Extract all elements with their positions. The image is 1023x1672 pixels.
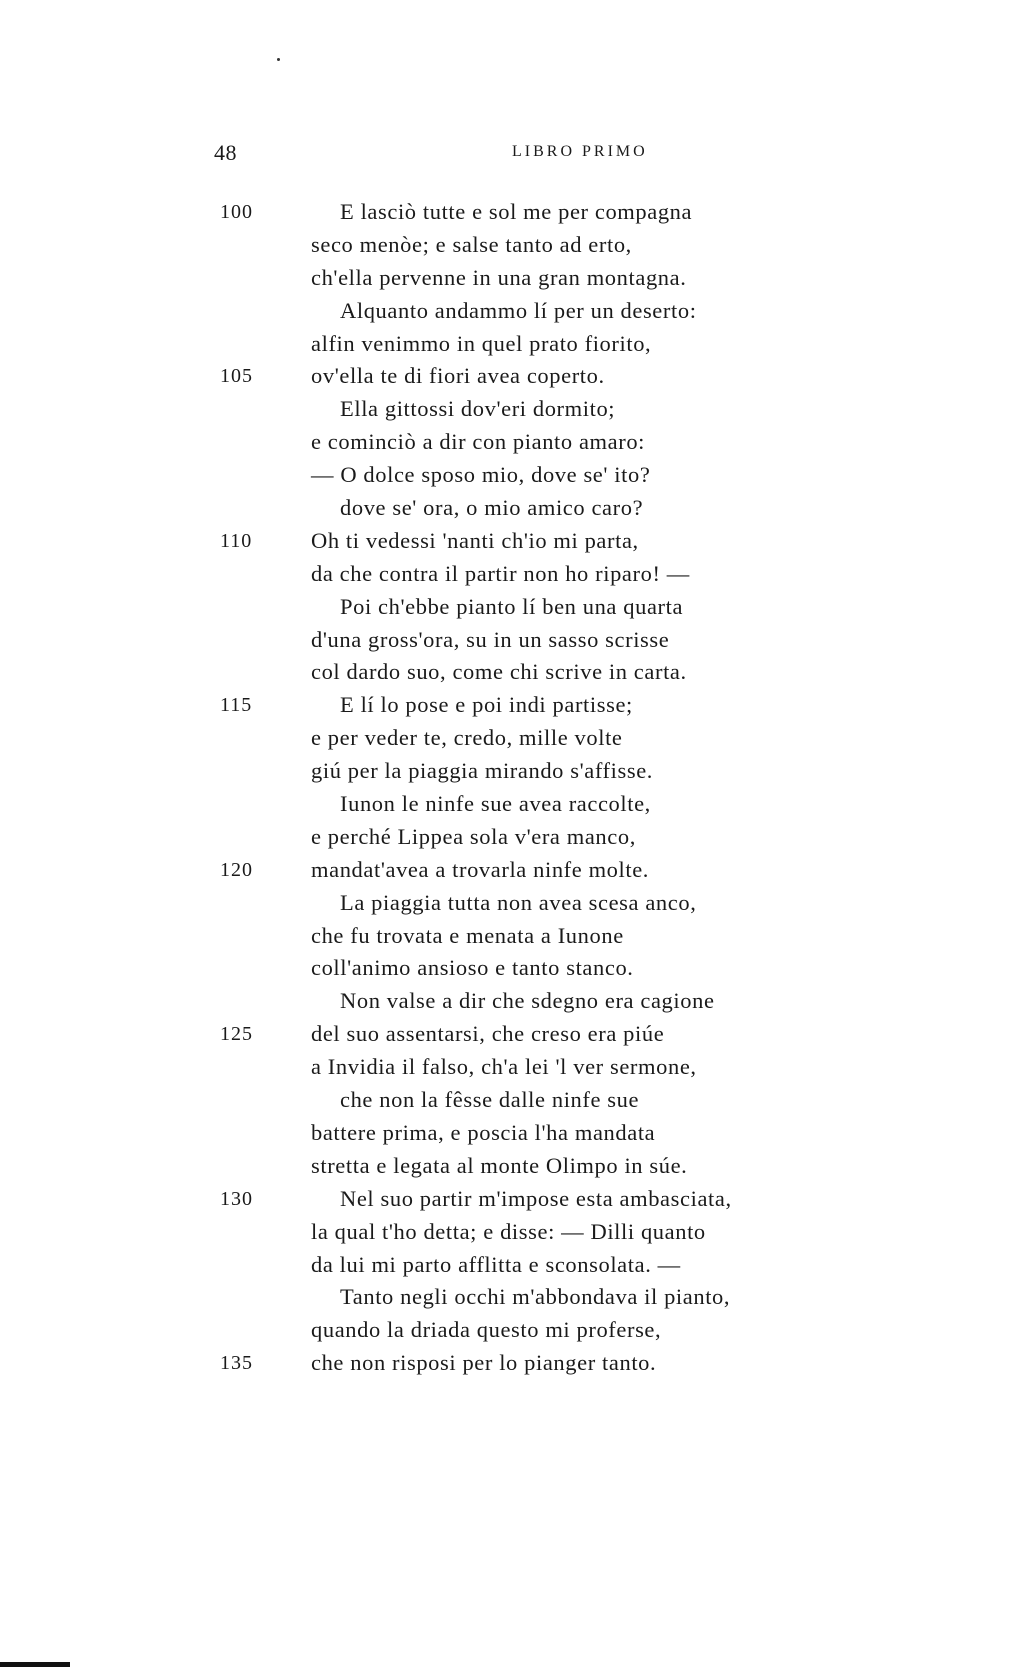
verse-line xyxy=(0,722,1023,755)
verse-text: quando la driada questo mi proferse, xyxy=(311,1317,662,1343)
verse-line xyxy=(0,459,1023,492)
verse-line xyxy=(0,1183,1023,1216)
verse-line xyxy=(0,360,1023,393)
line-number: 100 xyxy=(220,201,253,223)
line-number: 105 xyxy=(220,365,253,388)
verse-text: Iunon le ninfe sue avea raccolte, xyxy=(340,791,651,817)
verse-text: che non la fêsse dalle ninfe sue xyxy=(340,1087,640,1113)
verse-text: che fu trovata e menata a Iunone xyxy=(311,922,624,948)
verse-text: Non valse a dir che sdegno era cagione xyxy=(340,988,715,1014)
verse-line xyxy=(0,1084,1023,1117)
verse-text: col dardo suo, come chi scrive in carta. xyxy=(311,659,687,685)
verse-line xyxy=(0,1117,1023,1150)
verse-text: giú per la piaggia mirando s'affisse. xyxy=(311,758,654,784)
verse-text: e perché Lippea sola v'era manco, xyxy=(311,823,636,849)
verse-text: d'una gross'ora, su in un sasso scrisse xyxy=(311,626,670,652)
verse-line xyxy=(0,1216,1023,1249)
verse-line xyxy=(0,755,1023,788)
verse-text: dove se' ora, o mio amico caro? xyxy=(340,495,644,521)
verse-text: da lui mi parto afflitta e sconsolata. — xyxy=(311,1251,681,1277)
verse-text: stretta e legata al monte Olimpo in súe. xyxy=(311,1152,688,1178)
verse-line xyxy=(0,920,1023,953)
line-number: 135 xyxy=(220,1352,253,1375)
verse-line xyxy=(0,624,1023,657)
verse-text: Nel suo partir m'impose esta ambasciata, xyxy=(340,1185,732,1211)
verse-line xyxy=(0,393,1023,426)
line-number: 115 xyxy=(220,694,253,717)
verse-text: alfin venimmo in quel prato fiorito, xyxy=(311,330,652,356)
verse-text: e cominciò a dir con pianto amaro: xyxy=(311,429,646,455)
verse-line xyxy=(0,492,1023,525)
verse-line xyxy=(0,689,1023,722)
verse-text: Ella gittossi dov'eri dormito; xyxy=(340,396,616,422)
verse-text: — O dolce sposo mio, dove se' ito? xyxy=(311,462,651,488)
verse-line xyxy=(0,591,1023,624)
verse-text: la qual t'ho detta; e disse: — Dilli quanto xyxy=(311,1218,706,1244)
verse-text: coll'animo ansioso e tanto stanco. xyxy=(311,955,634,981)
verse-text: seco menòe; e salse tanto ad erto, xyxy=(311,231,632,257)
verse-text: ov'ella te di fiori avea coperto. xyxy=(311,363,605,389)
verse-text: battere prima, e poscia l'ha mandata xyxy=(311,1119,656,1145)
verse-text: E lasciò tutte e sol me per compagna xyxy=(340,199,693,224)
verse-line xyxy=(0,558,1023,591)
line-number: 125 xyxy=(220,1023,253,1046)
stray-mark xyxy=(277,58,280,61)
verse-line xyxy=(0,854,1023,887)
verse-line xyxy=(0,328,1023,361)
verse-line xyxy=(0,1051,1023,1084)
line-number: 110 xyxy=(220,529,253,552)
verse-text: del suo assentarsi, che creso era piúe xyxy=(311,1021,665,1047)
verse-line xyxy=(0,295,1023,328)
verse-line xyxy=(0,196,1023,229)
verse-text: Tanto negli occhi m'abbondava il pianto, xyxy=(340,1284,731,1310)
verse-line xyxy=(0,1281,1023,1314)
verse-line xyxy=(0,229,1023,262)
verse-text: ch'ella pervenne in una gran montagna. xyxy=(311,264,687,290)
page-number: 48 xyxy=(214,140,237,165)
verse-line xyxy=(0,1347,1023,1380)
verse-line xyxy=(0,1150,1023,1183)
verse-line xyxy=(0,952,1023,985)
verse-line xyxy=(0,525,1023,558)
poem-body xyxy=(0,196,1023,1380)
verse-text: che non risposi per lo pianger tanto. xyxy=(311,1350,657,1376)
verse-text: e per veder te, credo, mille volte xyxy=(311,725,623,751)
verse-text: da che contra il partir non ho riparo! — xyxy=(311,560,690,586)
verse-text: mandat'avea a trovarla ninfe molte. xyxy=(311,856,650,882)
verse-line xyxy=(0,426,1023,459)
scan-edge-mark xyxy=(0,1662,70,1667)
verse-line xyxy=(0,887,1023,920)
verse-line xyxy=(0,985,1023,1018)
verse-line xyxy=(0,1314,1023,1347)
verse-line xyxy=(0,262,1023,295)
verse-text: Oh ti vedessi 'nanti ch'io mi parta, xyxy=(311,527,639,553)
verse-line xyxy=(0,821,1023,854)
verse-text: La piaggia tutta non avea scesa anco, xyxy=(340,889,697,915)
verse-line xyxy=(0,656,1023,689)
verse-line xyxy=(0,788,1023,821)
line-number: 130 xyxy=(220,1187,253,1210)
line-number: 120 xyxy=(220,858,253,881)
verse-text: Poi ch'ebbe pianto lí ben una quarta xyxy=(340,593,684,619)
running-head: LIBRO PRIMO xyxy=(512,143,648,160)
verse-text: Alquanto andammo lí per un deserto: xyxy=(340,297,697,323)
verse-line xyxy=(0,1249,1023,1282)
verse-text: E lí lo pose e poi indi partisse; xyxy=(340,692,633,718)
verse-line xyxy=(0,1018,1023,1051)
verse-text: a Invidia il falso, ch'a lei 'l ver sermone, xyxy=(311,1054,697,1080)
